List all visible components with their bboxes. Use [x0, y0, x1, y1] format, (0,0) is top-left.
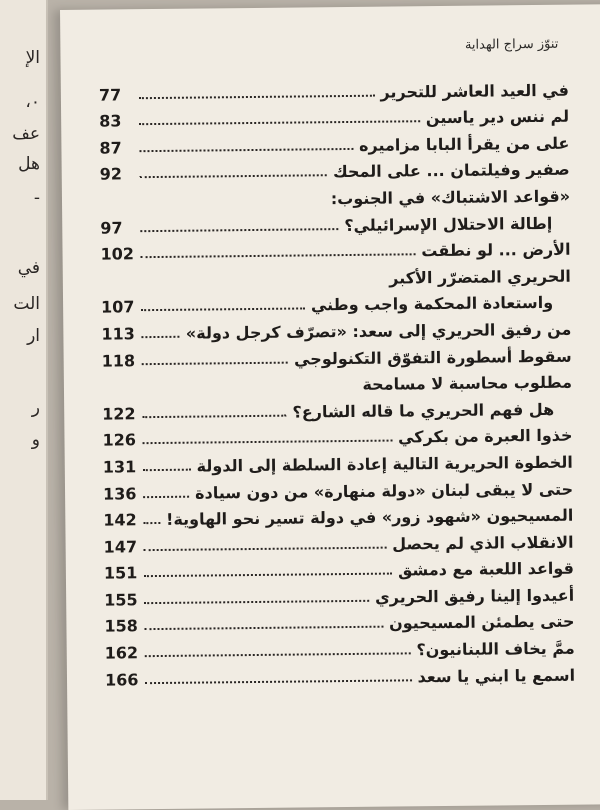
- toc-entry-title: حتى لا يبقى لبنان «دولة منهارة» من دون سيادة: [195, 479, 574, 503]
- toc-entry-title: الأرض ... لو نطقت: [421, 239, 571, 261]
- toc-entry-title: الخطوة الحريرية التالية إعادة السلطة إلى الدولة: [196, 452, 573, 476]
- toc-leader-dots: [145, 651, 411, 657]
- toc-entry-title: الانقلاب الذي لم يحصل: [392, 532, 574, 554]
- toc-leader-dots: [143, 439, 393, 445]
- toc-page-number: 83: [99, 111, 122, 131]
- toc-entry-title: هل فهم الحريري ما قاله الشارع؟: [292, 399, 555, 422]
- toc-page-number: 151: [103, 563, 138, 583]
- toc-leader-dots: [144, 599, 369, 604]
- toc-entry-title: خذوا العبرة من بكركي: [397, 425, 573, 447]
- facing-page-fragment: الت: [13, 294, 40, 314]
- toc-entry-title: الحريري المتضرّر الأكبر: [389, 266, 571, 288]
- facing-page-fragment: -: [33, 188, 40, 208]
- facing-page: [0, 0, 48, 800]
- toc-page-number: 126: [102, 430, 137, 450]
- toc-entry-title: في العيد العاشر للتحرير: [380, 80, 569, 102]
- toc-leader-dots: [140, 174, 327, 179]
- toc-leader-dots: [141, 307, 305, 312]
- toc-leader-dots: [142, 360, 288, 365]
- toc-page-number: 87: [99, 138, 122, 158]
- toc-entry-title: على من يقرأ البابا مزاميره: [358, 133, 570, 155]
- toc-entry-title: لم ننس دير ياسين: [425, 106, 570, 128]
- toc-page-number: 118: [101, 350, 136, 371]
- facing-page-fragment: عف: [12, 124, 40, 144]
- toc-leader-dots: [143, 521, 160, 524]
- toc-leader-dots: [139, 147, 353, 152]
- toc-entry-title: «قواعد الاشتباك» في الجنوب:: [330, 186, 571, 209]
- toc-entry-title: قواعد اللعبة مع دمشق: [397, 558, 574, 580]
- toc-leader-dots: [144, 572, 392, 578]
- facing-page-fragment: و: [31, 430, 40, 450]
- toc-page-number: 131: [102, 457, 137, 477]
- toc-entry-title: أعيدوا إلينا رفيق الحريري: [374, 585, 575, 607]
- toc-page-number: 97: [100, 217, 123, 238]
- toc-page-number: 155: [104, 590, 138, 610]
- toc-entry-title: واستعادة المحكمة واجب وطني: [310, 293, 554, 315]
- toc-page-number: 136: [102, 483, 137, 504]
- toc-page-number: 102: [100, 244, 135, 264]
- toc-page-number: 166: [104, 669, 139, 690]
- book-page: [60, 4, 600, 810]
- toc-entry-title: من رفيق الحريري إلى سعد: «تصرّف كرجل دولة»: [185, 319, 572, 343]
- toc-entry-title: صفير وفيلتمان ... على المحك: [332, 160, 570, 182]
- facing-page-fragment: هل: [18, 154, 40, 174]
- toc-page-number: 158: [104, 616, 138, 637]
- toc-leader-dots: [143, 468, 191, 472]
- running-head: تنوّز سراج الهداية: [464, 36, 559, 53]
- toc-leader-dots: [142, 413, 286, 418]
- toc-page-number: 122: [102, 403, 136, 424]
- toc-leader-dots: [139, 119, 420, 125]
- toc-page-number: 113: [101, 324, 135, 344]
- facing-page-fragment: الإ: [25, 48, 40, 68]
- toc-entry-title: ممَّ يخاف اللبنانيون؟: [416, 638, 575, 660]
- table-of-contents: [99, 73, 575, 690]
- toc-entry-title: إطالة الاحتلال الإسرائيلي؟: [344, 213, 553, 235]
- facing-page-fragment: ر: [31, 398, 40, 418]
- toc-page-number: 92: [99, 164, 123, 184]
- toc-leader-dots: [145, 678, 412, 684]
- toc-leader-dots: [140, 227, 338, 232]
- toc-leader-dots: [141, 335, 179, 338]
- toc-entry-title: المسيحيون «شهود زور» في دولة تسير نحو الهاوية!: [165, 505, 574, 530]
- toc-entry-title: مطلوب محاسبة لا مسامحة: [362, 372, 573, 394]
- toc-leader-dots: [139, 93, 375, 98]
- facing-page-fragment: ار: [27, 326, 40, 346]
- toc-leader-dots: [144, 545, 387, 551]
- toc-page-number: 147: [103, 536, 138, 557]
- toc-leader-dots: [144, 625, 383, 630]
- toc-entry-title: حتى يطمئن المسيحيون: [388, 612, 575, 634]
- facing-page-fragment: في: [17, 258, 40, 278]
- toc-entry-title: اسمع يا ابني يا سعد: [417, 665, 576, 686]
- toc-leader-dots: [143, 494, 189, 497]
- toc-leader-dots: [141, 252, 416, 258]
- facing-page-fragment: ٠،: [25, 92, 40, 112]
- toc-entry-title: سقوط أسطورة التفوّق التكنولوجي: [293, 346, 572, 369]
- toc-page-number: 77: [98, 84, 122, 105]
- toc-page-number: 107: [101, 297, 135, 317]
- toc-entry: [105, 658, 575, 690]
- toc-page-number: 162: [104, 643, 139, 663]
- toc-page-number: 142: [103, 510, 137, 530]
